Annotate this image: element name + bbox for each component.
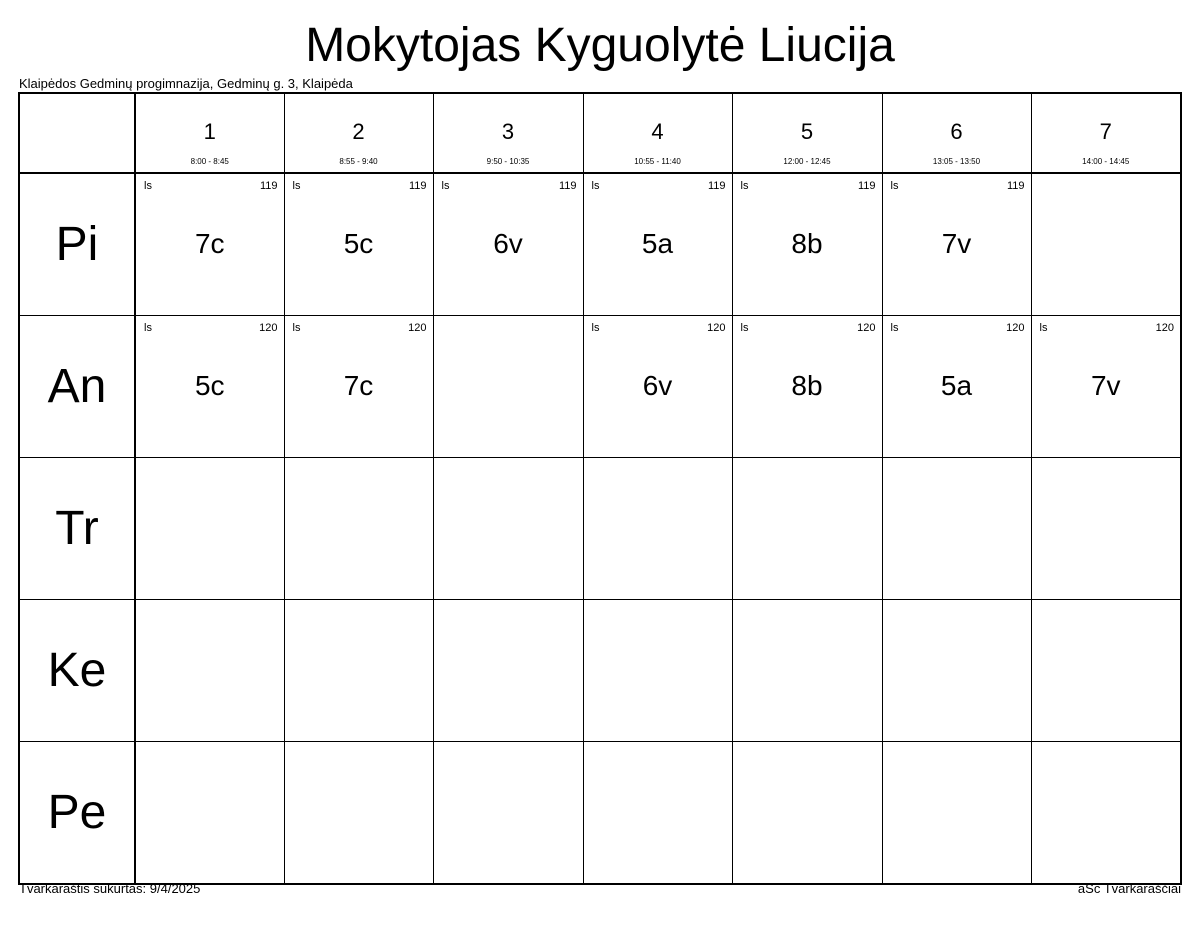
lesson-subject: ls [1039,322,1048,334]
lesson-cell [882,600,1031,742]
lesson-class: 5a [641,228,674,259]
lesson-subject: ls [144,180,152,192]
lesson-class: 5c [343,228,374,259]
corner-cell [19,93,135,173]
lesson-cell [1031,173,1181,316]
lesson-class: 5a [940,370,973,401]
lesson-cell [583,316,732,458]
lesson-subject: ls [740,180,749,192]
period-header [1031,93,1181,173]
period-time: 9:50 - 10:35 [486,157,530,166]
lesson-subject: ls [890,322,899,334]
period-header-row [19,93,1181,173]
lesson-room: 120 [1006,322,1025,334]
lesson-cell [284,173,433,316]
lesson-room: 120 [1155,322,1174,334]
lesson-cell [882,458,1031,600]
lesson-cell [583,600,732,742]
lesson-cell [732,173,882,316]
period-number: 3 [501,119,515,144]
lesson-cell [882,316,1031,458]
page-title: Mokytojas Kyguolytė Liucija [305,19,895,72]
lesson-class: 7c [194,228,225,259]
lesson-cell [284,742,433,885]
period-number: 2 [352,119,365,144]
period-time: 12:00 - 12:45 [783,157,831,166]
period-header [583,93,732,173]
period-number: 1 [203,119,216,144]
day-label: Ke [19,600,135,742]
software-credit: aSc Tvarkaraščiai [1077,881,1181,896]
lesson-subject: ls [144,322,152,334]
lesson-cell [433,458,583,600]
lesson-cell [135,316,284,458]
period-header [882,93,1031,173]
lesson-room: 120 [408,322,427,334]
lesson-room: 119 [707,180,726,192]
lesson-cell [1031,742,1181,885]
day-row [19,742,1181,885]
lesson-class: 8b [791,228,823,259]
lesson-cell [1031,600,1181,742]
lesson-cell [284,600,433,742]
lesson-room: 119 [259,180,278,192]
lesson-cell [433,600,583,742]
period-time: 8:55 - 9:40 [339,157,378,166]
period-header [732,93,882,173]
lesson-class: 7v [941,228,972,259]
lesson-cell [583,173,732,316]
period-time: 10:55 - 11:40 [634,157,681,166]
lesson-cell [433,173,583,316]
day-label: Pe [19,742,135,885]
lesson-room: 119 [558,180,577,192]
lesson-room: 119 [1006,180,1025,192]
lesson-cell [135,458,284,600]
period-time: 14:00 - 14:45 [1082,157,1130,166]
lesson-class: 6v [642,370,673,401]
period-number: 5 [800,119,814,144]
lesson-cell [732,600,882,742]
lesson-cell [433,316,583,458]
lesson-room: 120 [259,322,278,334]
period-header [433,93,583,173]
lesson-cell [135,173,284,316]
lesson-cell [135,742,284,885]
period-number: 4 [651,119,664,144]
lesson-cell [284,458,433,600]
lesson-subject: ls [591,322,600,334]
lesson-subject: ls [591,180,600,192]
lesson-room: 120 [857,322,876,334]
day-row [19,600,1181,742]
lesson-cell [882,173,1031,316]
school-address: Klaipėdos Gedminų progimnazija, Gedminų g. 3, Klaipėda [19,76,353,91]
period-time: 13:05 - 13:50 [932,157,981,166]
lesson-class: 8b [791,370,823,401]
lesson-cell [284,316,433,458]
created-date: Tvarkaraštis sukurtas: 9/4/2025 [19,881,201,896]
period-header [135,93,284,173]
lesson-room: 119 [857,180,876,192]
day-row [19,173,1181,316]
period-header [284,93,433,173]
day-label: An [19,316,135,458]
lesson-subject: ls [292,322,301,334]
lesson-cell [732,316,882,458]
lesson-class: 7v [1090,370,1121,401]
lesson-subject: ls [292,180,301,192]
lesson-class: 6v [493,228,523,259]
period-time: 8:00 - 8:45 [190,157,229,166]
lesson-cell [732,458,882,600]
lesson-cell [433,742,583,885]
lesson-cell [135,600,284,742]
lesson-cell [583,458,732,600]
lesson-subject: ls [890,180,899,192]
day-row [19,316,1181,458]
lesson-cell [1031,458,1181,600]
lesson-class: 5c [194,370,225,401]
lesson-room: 119 [408,180,427,192]
period-number: 6 [950,119,963,144]
lesson-cell [732,742,882,885]
lesson-cell [1031,316,1181,458]
timetable [18,92,1182,885]
lesson-class: 7c [343,370,374,401]
lesson-cell [583,742,732,885]
lesson-subject: ls [740,322,749,334]
lesson-subject: ls [441,180,450,192]
day-label: Tr [19,458,135,600]
day-row [19,458,1181,600]
lesson-cell [882,742,1031,885]
lesson-room: 120 [707,322,726,334]
day-label: Pi [19,173,135,316]
period-number: 7 [1099,119,1112,144]
